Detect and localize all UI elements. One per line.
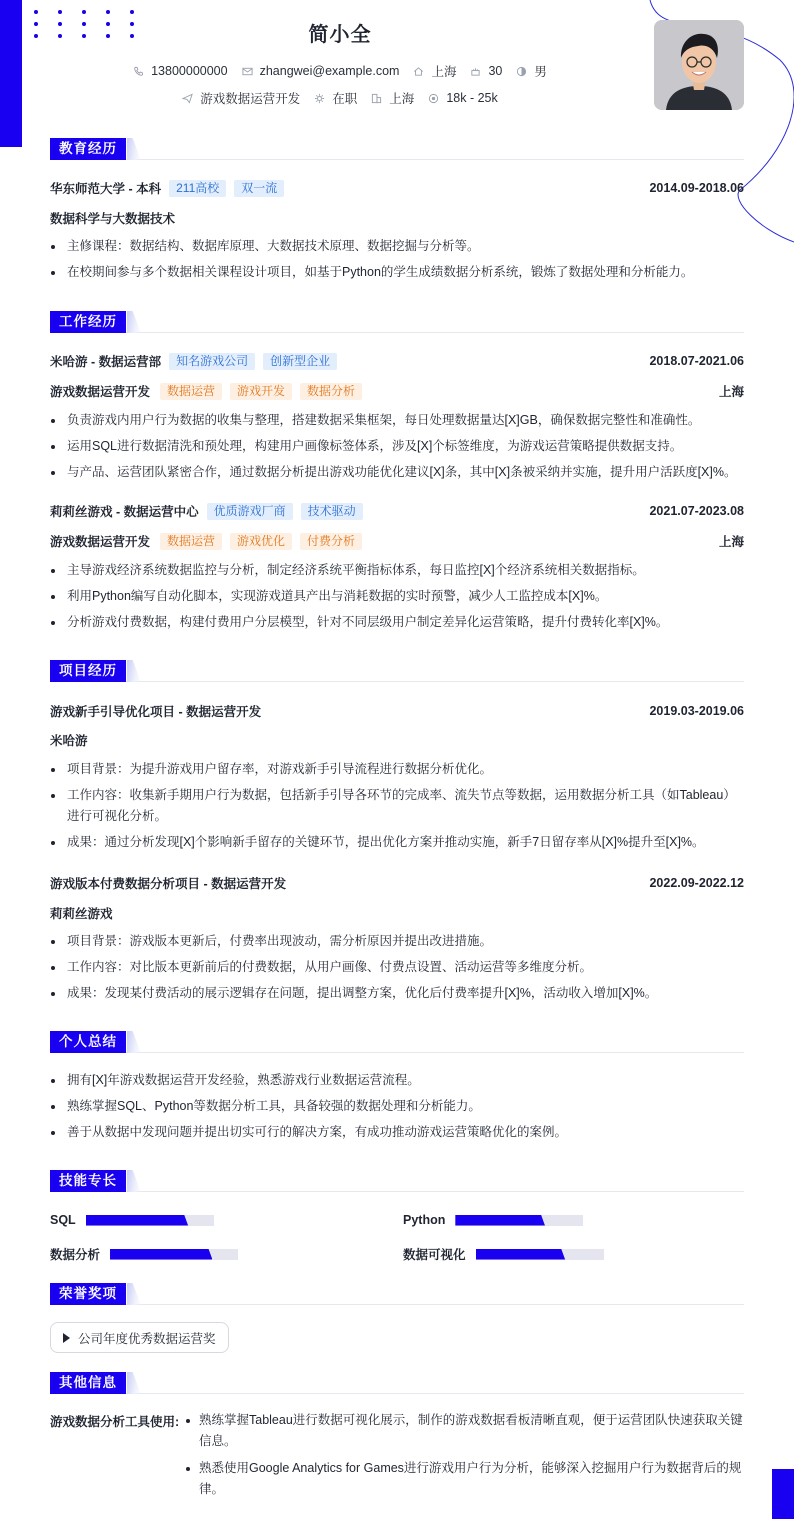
home-icon: [413, 66, 424, 77]
section-skills: [50, 1170, 744, 1192]
candidate-name: 简小全: [308, 24, 372, 46]
position: 游戏数据运营开发: [50, 535, 151, 549]
section-other: [50, 1372, 744, 1394]
project-header: [50, 702, 744, 720]
company-tag: 创新型企业: [263, 353, 337, 370]
intent-city: 上海: [371, 89, 414, 107]
skill-item: [50, 1246, 238, 1262]
company-tag: 技术驱动: [301, 503, 363, 520]
bottom-right-accent: [772, 1469, 794, 1519]
contact-phone: 13800000000: [133, 64, 227, 78]
job-period: 2018.07-2021.06: [649, 354, 744, 368]
skill-tag: 付费分析: [300, 533, 362, 550]
section-summary: [50, 1031, 744, 1053]
status-icon: [314, 93, 325, 104]
list-item: 成果：发现某付费活动的展示逻辑存在问题，提出调整方案，优化后付费率提升[X]%，活动收入增加[X]%。: [50, 983, 744, 1004]
send-icon: [182, 93, 193, 104]
section-work: [50, 311, 744, 333]
job-header: [50, 352, 744, 370]
list-item: 分析游戏付费数据，构建付费用户分层模型，针对不同层级用户制定差异化运营策略，提升付费转化率[X]%。: [50, 612, 744, 633]
skill-name: SQL: [50, 1213, 76, 1227]
company-name: 米哈游 - 数据运营部: [50, 355, 162, 369]
other-label: 游戏数据分析工具使用:: [50, 1415, 180, 1429]
skill-name: Python: [403, 1213, 446, 1227]
age-icon: [470, 66, 481, 77]
company-tag: 优质游戏厂商: [207, 503, 293, 520]
gender-icon: [516, 66, 527, 77]
skill-tag: 数据运营: [160, 533, 222, 550]
project-company: 米哈游: [50, 734, 88, 748]
skill-bar: [110, 1249, 238, 1260]
skill-tag: 数据运营: [160, 383, 222, 400]
list-item: 熟悉使用Google Analytics for Games进行游戏用户行为分析，能够深入挖掘用户行为数据背后的规律。: [181, 1458, 744, 1500]
list-item: 拥有[X]年游戏数据运营开发经验，熟悉游戏行业数据运营流程。: [50, 1070, 744, 1091]
play-triangle-icon: [63, 1333, 70, 1343]
award-item[interactable]: [50, 1322, 229, 1353]
list-item: 成果：通过分析发现[X]个影响新手留存的关键环节，提出优化方案并推动实施，新手7日留存率从[X]%提升至[X]%。: [50, 832, 744, 853]
skill-item: [50, 1212, 214, 1228]
job-location: 上海: [718, 385, 744, 399]
section-projects: [50, 660, 744, 682]
profile-photo: [654, 20, 744, 110]
intent-salary: 18k - 25k: [428, 91, 497, 105]
job-position-row: [50, 532, 744, 550]
mail-icon: [242, 66, 253, 77]
left-accent-bar: [0, 0, 22, 147]
skill-tag: 数据分析: [300, 383, 362, 400]
project-company-row: [50, 731, 744, 749]
skill-tag: 游戏开发: [230, 383, 292, 400]
list-item: 负责游戏内用户行为数据的收集与整理，搭建数据采集框架，每日处理数据量达[X]GB，确保数据完整性和准确性。: [50, 410, 744, 431]
contact-age: 30: [470, 64, 502, 78]
project-period: 2022.09-2022.12: [649, 876, 744, 890]
project-title: 游戏版本付费数据分析项目 - 数据运营开发: [50, 877, 287, 891]
skill-tag: 游戏优化: [230, 533, 292, 550]
contact-city: 上海: [413, 62, 456, 80]
skill-item: [403, 1212, 583, 1228]
avatar-illustration: [654, 20, 744, 110]
list-item: 项目背景：为提升游戏用户留存率，对游戏新手引导流程进行数据分析优化。: [50, 759, 744, 780]
position: 游戏数据运营开发: [50, 385, 151, 399]
section-title: 荣誉奖项: [50, 1283, 126, 1305]
section-title: 项目经历: [50, 660, 126, 682]
skill-bar-fill: [86, 1215, 188, 1226]
skill-bar: [86, 1215, 214, 1226]
section-honors: [50, 1283, 744, 1305]
section-title: 个人总结: [50, 1031, 126, 1053]
list-item: 主导游戏经济系统数据监控与分析，制定经济系统平衡指标体系，每日监控[X]个经济系统相关数据指标。: [50, 560, 744, 581]
education-major-row: [50, 209, 744, 227]
section-title: 工作经历: [50, 311, 126, 333]
school-name: 华东师范大学 - 本科: [50, 182, 162, 196]
section-title: 技能专长: [50, 1170, 126, 1192]
education-period: 2014.09-2018.06: [649, 181, 744, 195]
job-position-row: [50, 382, 744, 400]
school-tag: 双一流: [234, 180, 284, 197]
contact-email: zhangwei@example.com: [242, 64, 400, 78]
project-company-row: [50, 904, 744, 922]
list-item: 项目背景：游戏版本更新后，付费率出现波动，需分析原因并提出改进措施。: [50, 931, 744, 952]
list-item: 与产品、运营团队紧密合作，通过数据分析提出游戏功能优化建议[X]条，其中[X]条被采纳并实施，提升用户活跃度[X]%。: [50, 462, 744, 483]
skill-bar-fill: [110, 1249, 212, 1260]
skill-bar-fill: [476, 1249, 566, 1260]
contact-gender: 男: [516, 62, 547, 80]
skill-bar: [476, 1249, 604, 1260]
list-item: 善于从数据中发现问题并提出切实可行的解决方案，有成功推动游戏运营策略优化的案例。: [50, 1122, 744, 1143]
skill-name: 数据分析: [50, 1248, 101, 1262]
phone-icon: [133, 66, 144, 77]
project-title: 游戏新手引导优化项目 - 数据运营开发: [50, 705, 262, 719]
major: 数据科学与大数据技术: [50, 212, 176, 226]
school-tag: 211高校: [169, 180, 226, 197]
education-header: [50, 179, 744, 197]
salary-icon: [428, 93, 439, 104]
skill-name: 数据可视化: [403, 1248, 466, 1262]
list-item: 利用Python编写自动化脚本，实现游戏道具产出与消耗数据的实时预警，减少人工监控成本[X]%。: [50, 586, 744, 607]
list-item: 工作内容：对比版本更新前后的付费数据，从用户画像、付费点设置、活动运营等多维度分析。: [50, 957, 744, 978]
contact-row: [100, 62, 580, 80]
job-header: [50, 502, 744, 520]
section-education: [50, 138, 744, 160]
list-item: 工作内容：收集新手期用户行为数据，包括新手引导各环节的完成率、流失节点等数据，运用数据分析工具（如Tableau）进行可视化分析。: [50, 785, 744, 827]
skill-bar: [455, 1215, 583, 1226]
project-header: [50, 874, 744, 892]
skill-item: [403, 1246, 604, 1262]
project-period: 2019.03-2019.06: [649, 704, 744, 718]
section-title: 教育经历: [50, 138, 126, 160]
skill-bar-fill: [455, 1215, 545, 1226]
list-item: 主修课程：数据结构、数据库原理、大数据技术原理、数据挖掘与分析等。: [50, 236, 744, 257]
intent-status: 在职: [314, 89, 357, 107]
list-item: 熟练掌握Tableau进行数据可视化展示，制作的游戏数据看板清晰直观，便于运营团队快速获取关键信息。: [181, 1410, 744, 1452]
project-company: 莉莉丝游戏: [50, 907, 113, 921]
job-intent-row: [100, 89, 580, 107]
dot-pattern: [34, 10, 144, 38]
company-tag: 知名游戏公司: [169, 353, 255, 370]
list-item: 在校期间参与多个数据相关课程设计项目，如基于Python的学生成绩数据分析系统，锻炼了数据处理和分析能力。: [50, 262, 744, 283]
award-name: 公司年度优秀数据运营奖: [78, 1331, 216, 1346]
job-location: 上海: [718, 535, 744, 549]
list-item: 运用SQL进行数据清洗和预处理，构建用户画像标签体系，涉及[X]个标签维度，为游戏运营策略提供数据支持。: [50, 436, 744, 457]
list-item: 熟练掌握SQL、Python等数据分析工具，具备较强的数据处理和分析能力。: [50, 1096, 744, 1117]
intent-position: 游戏数据运营开发: [182, 89, 300, 107]
section-title: 其他信息: [50, 1372, 126, 1394]
building-icon: [371, 93, 382, 104]
company-name: 莉莉丝游戏 - 数据运营中心: [50, 505, 199, 519]
job-period: 2021.07-2023.08: [649, 504, 744, 518]
